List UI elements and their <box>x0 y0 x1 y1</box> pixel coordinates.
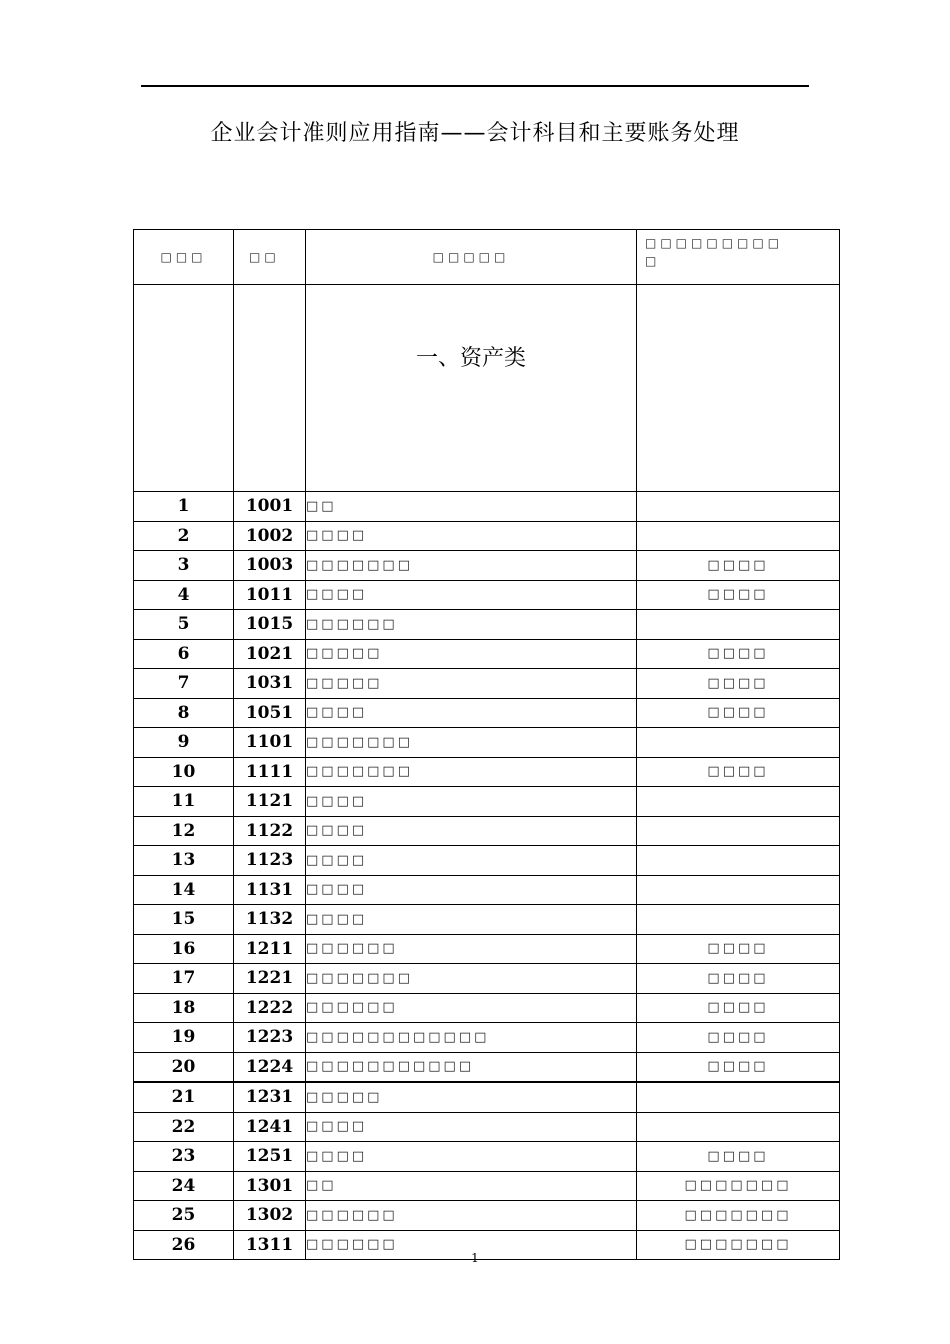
row-seq: 14 <box>134 875 234 905</box>
row-seq: 21 <box>134 1082 234 1112</box>
row-code: 1031 <box>234 669 306 699</box>
row-applies: □□□□□□□ <box>637 1171 840 1201</box>
row-name: □□□□ <box>306 816 637 846</box>
row-applies <box>637 875 840 905</box>
row-code: 1003 <box>234 551 306 581</box>
accounts-table <box>133 229 840 1260</box>
row-name: □□□□□□ <box>306 1230 637 1260</box>
row-applies <box>637 610 840 640</box>
row-code: 1011 <box>234 580 306 610</box>
row-applies <box>637 521 840 551</box>
row-applies <box>637 846 840 876</box>
row-applies: □□□□□□□ <box>637 1201 840 1231</box>
row-name: □□□□ <box>306 580 637 610</box>
row-seq: 8 <box>134 698 234 728</box>
row-code: 1311 <box>234 1230 306 1260</box>
row-code: 1222 <box>234 993 306 1023</box>
row-applies: □□□□ <box>637 934 840 964</box>
row-name: □□□□□□□ <box>306 964 637 994</box>
table-row <box>134 757 840 787</box>
category-label: 一、资产类 <box>306 285 637 492</box>
row-applies: □□□□ <box>637 964 840 994</box>
row-name: □□□□□□ <box>306 934 637 964</box>
row-name: □□□□□ <box>306 669 637 699</box>
row-name: □□□□□□ <box>306 610 637 640</box>
table-row <box>134 521 840 551</box>
row-code: 1101 <box>234 728 306 758</box>
page-number: 1 <box>471 1251 479 1265</box>
category-empty-seq <box>134 285 234 492</box>
row-seq: 23 <box>134 1142 234 1172</box>
row-code: 1301 <box>234 1171 306 1201</box>
row-seq: 13 <box>134 846 234 876</box>
document-title: 企业会计准则应用指南——会计科目和主要账务处理 <box>210 121 740 146</box>
category-row <box>134 285 840 492</box>
row-name: □□□□□□□□□□□□ <box>306 1023 637 1053</box>
row-seq: 20 <box>134 1052 234 1082</box>
row-name: □□□□□ <box>306 639 637 669</box>
row-seq: 11 <box>134 787 234 817</box>
row-name: □□□□ <box>306 905 637 935</box>
row-seq: 22 <box>134 1112 234 1142</box>
row-name: □□□□□□□ <box>306 551 637 581</box>
row-seq: 2 <box>134 521 234 551</box>
header-seq: □□□ <box>134 230 234 285</box>
row-code: 1302 <box>234 1201 306 1231</box>
table-row <box>134 610 840 640</box>
category-empty-code <box>234 285 306 492</box>
row-applies: □□□□ <box>637 698 840 728</box>
row-seq: 15 <box>134 905 234 935</box>
row-applies: □□□□ <box>637 757 840 787</box>
row-seq: 17 <box>134 964 234 994</box>
row-seq: 19 <box>134 1023 234 1053</box>
row-seq: 26 <box>134 1230 234 1260</box>
row-name: □□□□□□ <box>306 993 637 1023</box>
row-name: □□□□ <box>306 1112 637 1142</box>
row-name: □□□□ <box>306 875 637 905</box>
row-applies: □□□□ <box>637 1142 840 1172</box>
row-name: □□□□□□□ <box>306 757 637 787</box>
table-row <box>134 993 840 1023</box>
row-seq: 6 <box>134 639 234 669</box>
row-applies <box>637 492 840 522</box>
table-row <box>134 492 840 522</box>
row-applies: □□□□ <box>637 1023 840 1053</box>
row-name: □□ <box>306 492 637 522</box>
row-seq: 10 <box>134 757 234 787</box>
table-row <box>134 639 840 669</box>
row-name: □□□□□□ <box>306 1201 637 1231</box>
row-code: 1001 <box>234 492 306 522</box>
table-row <box>134 669 840 699</box>
table-header-row <box>134 230 840 285</box>
row-applies: □□□□ <box>637 669 840 699</box>
row-seq: 3 <box>134 551 234 581</box>
row-name: □□□□ <box>306 698 637 728</box>
header-applies: □□□□□□□□□ □ <box>637 230 840 285</box>
row-code: 1231 <box>234 1082 306 1112</box>
row-seq: 9 <box>134 728 234 758</box>
table-row <box>134 964 840 994</box>
table-row <box>134 1052 840 1082</box>
row-name: □□ <box>306 1171 637 1201</box>
row-code: 1015 <box>234 610 306 640</box>
row-applies: □□□□ <box>637 580 840 610</box>
row-seq: 25 <box>134 1201 234 1231</box>
row-code: 1251 <box>234 1142 306 1172</box>
row-code: 1123 <box>234 846 306 876</box>
row-applies <box>637 1082 840 1112</box>
table-row <box>134 1201 840 1231</box>
category-empty-applies <box>637 285 840 492</box>
row-code: 1021 <box>234 639 306 669</box>
row-applies <box>637 1112 840 1142</box>
row-code: 1051 <box>234 698 306 728</box>
row-applies: □□□□ <box>637 639 840 669</box>
header-rule <box>141 85 809 87</box>
row-code: 1122 <box>234 816 306 846</box>
row-seq: 7 <box>134 669 234 699</box>
table-row <box>134 846 840 876</box>
row-code: 1223 <box>234 1023 306 1053</box>
table-row <box>134 787 840 817</box>
row-code: 1221 <box>234 964 306 994</box>
table-row <box>134 728 840 758</box>
row-code: 1121 <box>234 787 306 817</box>
row-seq: 1 <box>134 492 234 522</box>
row-seq: 24 <box>134 1171 234 1201</box>
row-seq: 4 <box>134 580 234 610</box>
row-code: 1002 <box>234 521 306 551</box>
row-applies <box>637 816 840 846</box>
table-row <box>134 1023 840 1053</box>
table-row <box>134 1171 840 1201</box>
row-name: □□□□ <box>306 846 637 876</box>
row-code: 1241 <box>234 1112 306 1142</box>
row-name: □□□□ <box>306 787 637 817</box>
table-row <box>134 1112 840 1142</box>
row-seq: 5 <box>134 610 234 640</box>
table-row <box>134 934 840 964</box>
row-name: □□□□□□□ <box>306 728 637 758</box>
row-applies: □□□□ <box>637 551 840 581</box>
row-applies: □□□□ <box>637 1052 840 1082</box>
table-row <box>134 551 840 581</box>
row-name: □□□□ <box>306 1142 637 1172</box>
table-row <box>134 905 840 935</box>
row-applies <box>637 787 840 817</box>
row-code: 1211 <box>234 934 306 964</box>
table-row <box>134 875 840 905</box>
row-name: □□□□□ <box>306 1082 637 1112</box>
row-applies <box>637 905 840 935</box>
row-name: □□□□□□□□□□□ <box>306 1052 637 1082</box>
row-applies: □□□□ <box>637 993 840 1023</box>
row-seq: 18 <box>134 993 234 1023</box>
row-name: □□□□ <box>306 521 637 551</box>
row-seq: 16 <box>134 934 234 964</box>
row-seq: 12 <box>134 816 234 846</box>
table-row <box>134 580 840 610</box>
table-row <box>134 698 840 728</box>
table-row <box>134 1142 840 1172</box>
row-code: 1132 <box>234 905 306 935</box>
row-applies <box>637 728 840 758</box>
header-code: □□ <box>234 230 306 285</box>
row-code: 1224 <box>234 1052 306 1082</box>
header-name: □□□□□ <box>306 230 637 285</box>
row-applies: □□□□□□□ <box>637 1230 840 1260</box>
row-code: 1131 <box>234 875 306 905</box>
table-row <box>134 816 840 846</box>
row-code: 1111 <box>234 757 306 787</box>
table-row <box>134 1082 840 1112</box>
